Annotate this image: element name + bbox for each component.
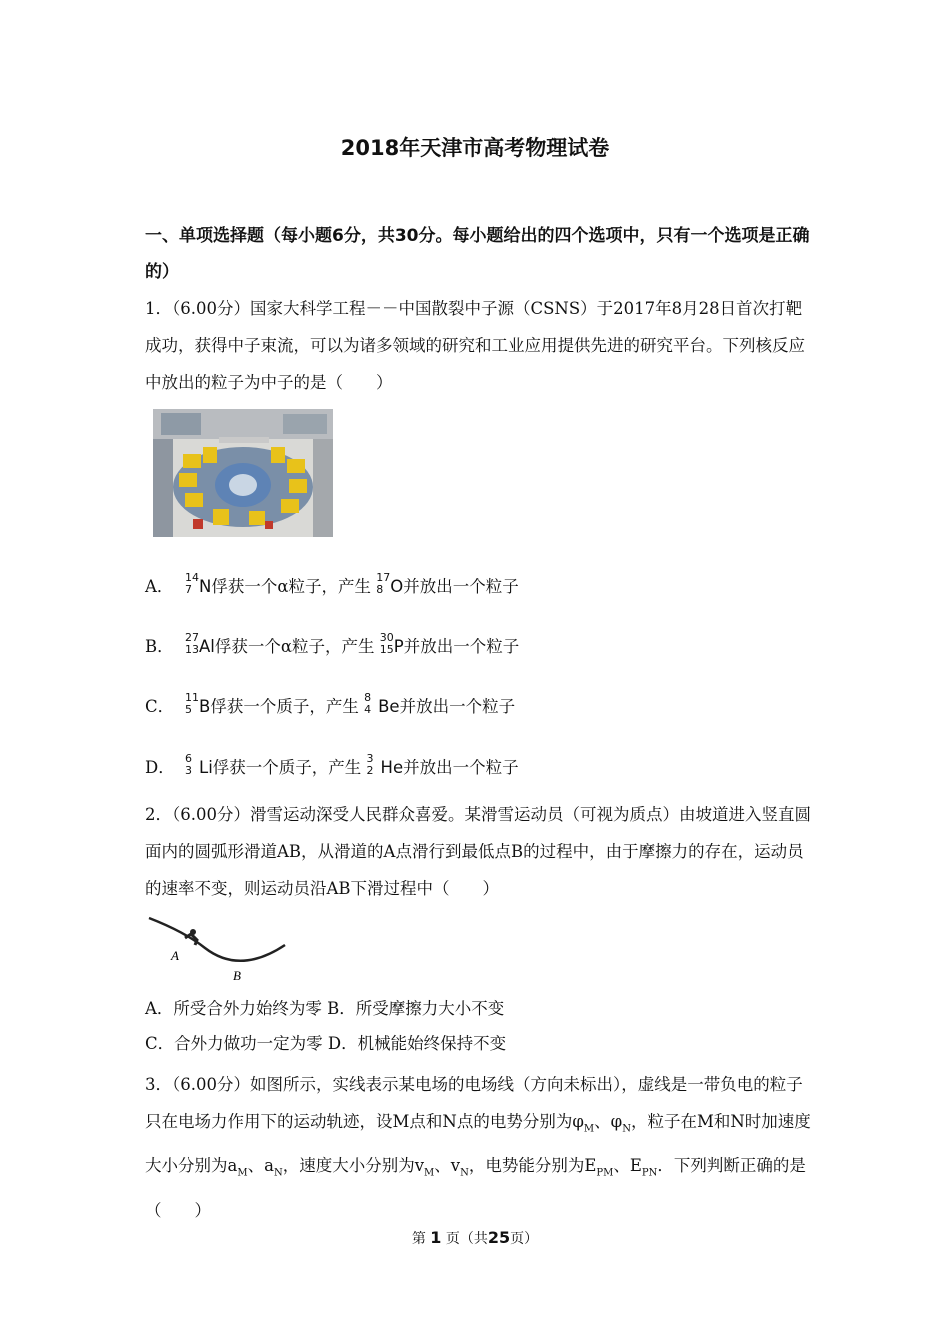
point-b-label: B	[233, 968, 241, 983]
nuclide-notation: 14 7	[185, 571, 199, 596]
q2-options-line-1[interactable]: A．所受合外力始终为零 B．所受摩擦力大小不变	[145, 999, 505, 1018]
q1-option-c[interactable]: C． 11 5 B俘获一个质子，产生 8 4 Be并放出一个粒子	[145, 693, 515, 721]
page-footer: 第 1 页（共25页）	[411, 1228, 539, 1247]
nuclide-notation: 30 15	[379, 631, 394, 656]
option-letter: C．	[145, 697, 175, 716]
q1-option-a[interactable]: A． 14 7 N俘获一个α粒子，产生 17 8 O并放出一个粒子	[145, 573, 519, 601]
page-number: 1	[430, 1228, 442, 1247]
section-heading: 一、单项选择题（每小题6分，共30分。每小题给出的四个选项中，只有一个选项是正确的）	[145, 226, 810, 282]
nuclide-notation: 17 8	[376, 571, 391, 596]
q1-stem: 1．（6.00分）国家大科学工程－－中国散裂中子源（CSNS）于2017年8月28日首次打靶成功，获得中子束流，可以为诸多领域的研究和工业应用提供先进的研究平台。下列核反应中放出的粒子为中子的是（ ）	[145, 299, 805, 392]
page-title: 2018年天津市高考物理试卷	[340, 136, 610, 160]
q2-stem: 2．（6.00分）滑雪运动深受人民群众喜爱。某滑雪运动员（可视为质点）由坡道进入竖直圆面内的圆弧形滑道AB，从滑道的A点滑行到最低点B的过程中，由于摩擦力的存在，运动员的速率不变，则运动员沿AB下滑过程中（ ）	[145, 805, 811, 898]
option-letter: D．	[145, 758, 175, 777]
nuclide-notation: 11 5	[185, 691, 199, 716]
ski-track-figure	[145, 910, 295, 985]
page-total: 25	[487, 1228, 511, 1247]
q1-option-b[interactable]: B． 27 13 Al俘获一个α粒子，产生 30 15 P并放出一个粒子	[145, 633, 519, 661]
point-a-label: A	[171, 948, 179, 963]
option-letter: A．	[145, 577, 174, 596]
nuclide-notation: 3 2	[366, 752, 374, 777]
q1-option-d[interactable]: D． 6 3 Li俘获一个质子，产生 3 2 He并放出一个粒子	[145, 754, 519, 782]
nuclide-notation: 8 4	[364, 691, 372, 716]
q3-stem: 3．（6.00分）如图所示，实线表示某电场的电场线（方向未标出），虚线是一带负电的粒子只在电场力作用下的运动轨迹，设M点和N点的电势分别为$\varphi_M$、$\varphi_N$，粒子在M和N时加速度大小分别为$a_M$、$a_N$，速度大小分别为$v_M$、$v_N$，电势能分别为$E_{PM}$、$E_{PN}$．下列判断正确的是（ ）	[145, 1075, 811, 1220]
csns-photo	[153, 409, 333, 537]
nuclide-notation: 27 13	[185, 631, 199, 656]
option-letter: B．	[145, 637, 174, 656]
nuclide-notation: 6 3	[185, 752, 192, 777]
q2-options-line-2[interactable]: C．合外力做功一定为零 D．机械能始终保持不变	[145, 1034, 507, 1053]
